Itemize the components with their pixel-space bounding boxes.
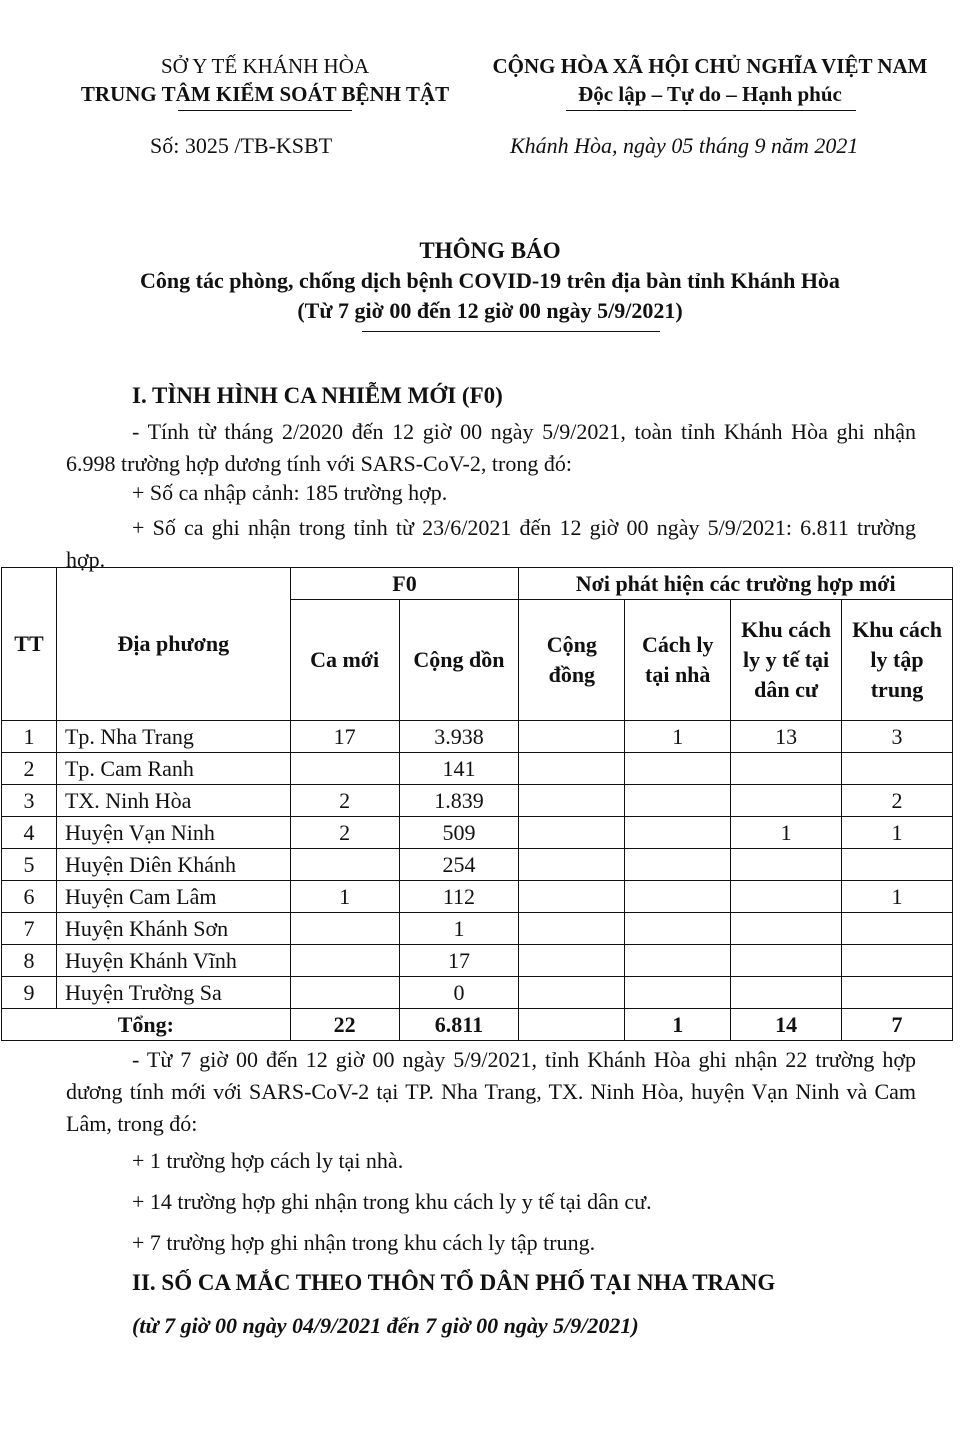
cell-place: Huyện Trường Sa xyxy=(56,977,290,1009)
issuer-block xyxy=(50,52,480,108)
section-2-period: (từ 7 giờ 00 ngày 04/9/2021 đến 7 giờ 00 ngày 5/9/2021) xyxy=(132,1313,639,1338)
cell-new xyxy=(290,849,399,881)
title-block xyxy=(40,236,940,326)
cell-tt: 9 xyxy=(2,977,57,1009)
nation-name: CỘNG HÒA XÃ HỘI CHỦ NGHĨA VIỆT NAM xyxy=(492,54,928,78)
cell-centralized xyxy=(842,849,953,881)
section-1-item-local: + Số ca ghi nhận trong tỉnh từ 23/6/2021 đến 12 giờ 00 ngày 5/9/2021: 6.811 trường hợp. xyxy=(66,515,916,572)
cell-place: Huyện Cam Lâm xyxy=(56,881,290,913)
cell-home xyxy=(625,881,731,913)
cell-home: 1 xyxy=(625,721,731,753)
table-row xyxy=(2,721,953,753)
cell-new: 2 xyxy=(290,817,399,849)
cell-tt: 5 xyxy=(2,849,57,881)
cell-cumulative: 141 xyxy=(399,753,519,785)
cell-home xyxy=(625,945,731,977)
cell-tt: 6 xyxy=(2,881,57,913)
table-row xyxy=(2,977,953,1009)
cell-cumulative: 1.839 xyxy=(399,785,519,817)
cell-cumulative: 254 xyxy=(399,849,519,881)
header-residential-isolation: Khu cách ly y tế tại dân cư xyxy=(731,600,842,721)
cell-new xyxy=(290,913,399,945)
cell-place: TX. Ninh Hòa xyxy=(56,785,290,817)
total-residential: 14 xyxy=(731,1009,842,1041)
cell-tt: 4 xyxy=(2,817,57,849)
total-centralized: 7 xyxy=(842,1009,953,1041)
cell-centralized: 3 xyxy=(842,721,953,753)
cell-place: Huyện Vạn Ninh xyxy=(56,817,290,849)
document-number: Số: 3025 /TB-KSBT xyxy=(150,133,333,158)
cell-place: Tp. Nha Trang xyxy=(56,721,290,753)
section-1-paragraph: - Tính từ tháng 2/2020 đến 12 giờ 00 ngày 5/9/2021, toàn tỉnh Khánh Hòa ghi nhận 6.998 trường hợp dương tính với SARS-CoV-2, trong đó: xyxy=(66,419,916,476)
cell-home xyxy=(625,849,731,881)
cell-community xyxy=(519,977,625,1009)
cell-tt: 2 xyxy=(2,753,57,785)
cases-table xyxy=(1,567,953,1041)
table-total-row xyxy=(2,1009,953,1041)
cell-cumulative: 0 xyxy=(399,977,519,1009)
new-cases-item-centralized: + 7 trường hợp ghi nhận trong khu cách ly tập trung. xyxy=(132,1230,596,1255)
section-1-item-import: + Số ca nhập cảnh: 185 trường hợp. xyxy=(132,480,448,505)
cell-centralized: 1 xyxy=(842,817,953,849)
cell-community xyxy=(519,913,625,945)
cell-home xyxy=(625,817,731,849)
total-community xyxy=(519,1009,625,1041)
title-underline xyxy=(362,331,660,332)
cell-tt: 8 xyxy=(2,945,57,977)
cell-home xyxy=(625,977,731,1009)
cell-place: Huyện Diên Khánh xyxy=(56,849,290,881)
cell-centralized: 2 xyxy=(842,785,953,817)
cell-home xyxy=(625,913,731,945)
table-row xyxy=(2,753,953,785)
cell-residential xyxy=(731,753,842,785)
cell-home xyxy=(625,753,731,785)
cell-cumulative: 1 xyxy=(399,913,519,945)
cell-centralized: 1 xyxy=(842,881,953,913)
cell-new xyxy=(290,945,399,977)
cell-tt: 7 xyxy=(2,913,57,945)
cell-community xyxy=(519,945,625,977)
header-cumulative: Cộng dồn xyxy=(399,600,519,721)
cell-residential xyxy=(731,977,842,1009)
cell-centralized xyxy=(842,945,953,977)
new-cases-paragraph: - Từ 7 giờ 00 đến 12 giờ 00 ngày 5/9/2021, tỉnh Khánh Hòa ghi nhận 22 trường hợp dương tính mới với SARS-CoV-2 tại TP. Nha Trang, TX. Ninh Hòa, huyện Vạn Ninh và Cam Lâm, trong đó: xyxy=(66,1047,916,1136)
header-home-isolation: Cách ly tại nhà xyxy=(625,600,731,721)
cell-cumulative: 509 xyxy=(399,817,519,849)
header-tt: TT xyxy=(2,568,57,721)
center-name: TRUNG TÂM KIỂM SOÁT BỆNH TẬT xyxy=(80,82,450,106)
cell-centralized xyxy=(842,913,953,945)
cell-tt: 1 xyxy=(2,721,57,753)
cell-centralized xyxy=(842,977,953,1009)
table-row xyxy=(2,817,953,849)
header-group-found: Nơi phát hiện các trường hợp mới xyxy=(519,568,953,600)
document-subject: Công tác phòng, chống dịch bệnh COVID-19 trên địa bàn tỉnh Khánh Hòa xyxy=(140,268,840,293)
cell-residential xyxy=(731,913,842,945)
agency-name: SỞ Y TẾ KHÁNH HÒA xyxy=(160,54,370,78)
cell-community xyxy=(519,881,625,913)
cell-residential xyxy=(731,881,842,913)
cell-new: 2 xyxy=(290,785,399,817)
cell-home xyxy=(625,785,731,817)
cell-tt: 3 xyxy=(2,785,57,817)
total-label: Tổng: xyxy=(2,1009,291,1041)
nation-block xyxy=(460,52,960,108)
document-date: Khánh Hòa, ngày 05 tháng 9 năm 2021 xyxy=(510,133,859,158)
cell-residential: 13 xyxy=(731,721,842,753)
cell-new: 1 xyxy=(290,881,399,913)
cell-place: Huyện Khánh Vĩnh xyxy=(56,945,290,977)
header-place: Địa phương xyxy=(56,568,290,721)
table-row xyxy=(2,849,953,881)
cell-place: Huyện Khánh Sơn xyxy=(56,913,290,945)
cell-new xyxy=(290,753,399,785)
cell-residential xyxy=(731,945,842,977)
cell-residential: 1 xyxy=(731,817,842,849)
new-cases-item-home: + 1 trường hợp cách ly tại nhà. xyxy=(132,1148,404,1173)
motto-underline xyxy=(566,110,856,111)
cell-community xyxy=(519,785,625,817)
issuer-underline xyxy=(178,110,352,111)
cell-cumulative: 112 xyxy=(399,881,519,913)
cell-place: Tp. Cam Ranh xyxy=(56,753,290,785)
cell-community xyxy=(519,721,625,753)
document-title: THÔNG BÁO xyxy=(419,238,561,263)
total-home: 1 xyxy=(625,1009,731,1041)
header-new-cases: Ca mới xyxy=(290,600,399,721)
header-community: Cộng đồng xyxy=(519,600,625,721)
table-row xyxy=(2,913,953,945)
total-cumulative: 6.811 xyxy=(399,1009,519,1041)
cell-community xyxy=(519,753,625,785)
cell-residential xyxy=(731,785,842,817)
section-1-heading: I. TÌNH HÌNH CA NHIỄM MỚI (F0) xyxy=(132,383,503,408)
document-period: (Từ 7 giờ 00 đến 12 giờ 00 ngày 5/9/2021) xyxy=(297,298,683,323)
cell-cumulative: 3.938 xyxy=(399,721,519,753)
new-cases-item-residential: + 14 trường hợp ghi nhận trong khu cách ly y tế tại dân cư. xyxy=(132,1189,652,1214)
cell-community xyxy=(519,817,625,849)
national-motto: Độc lập – Tự do – Hạnh phúc xyxy=(578,82,842,106)
table-row xyxy=(2,945,953,977)
cell-centralized xyxy=(842,753,953,785)
header-centralized-isolation: Khu cách ly tập trung xyxy=(842,600,953,721)
table-row xyxy=(2,881,953,913)
cell-residential xyxy=(731,849,842,881)
cell-new: 17 xyxy=(290,721,399,753)
cell-new xyxy=(290,977,399,1009)
total-new: 22 xyxy=(290,1009,399,1041)
header-group-f0: F0 xyxy=(290,568,519,600)
section-2-heading: II. SỐ CA MẮC THEO THÔN TỔ DÂN PHỐ TẠI NHA TRANG xyxy=(132,1270,776,1295)
cell-cumulative: 17 xyxy=(399,945,519,977)
cell-community xyxy=(519,849,625,881)
table-row xyxy=(2,785,953,817)
